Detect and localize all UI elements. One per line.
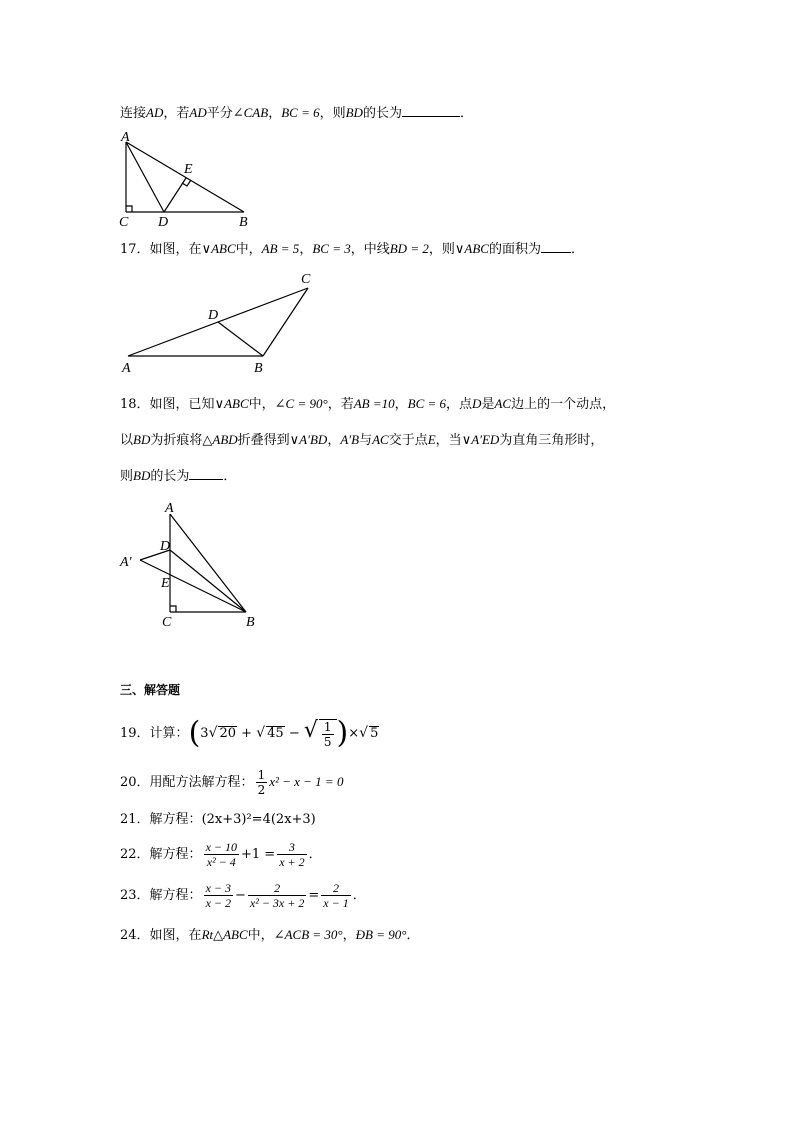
label-d: D — [208, 308, 219, 323]
label-a: A — [165, 501, 174, 516]
section-heading: 三、解答题 — [120, 683, 181, 697]
answer-blank[interactable] — [402, 104, 460, 117]
label-a: A — [121, 130, 130, 145]
q18-line-2: 以BD为折痕将△ABD折叠得到∨A′BD，A′B与AC交于点E，当∨A′ED为直角三角形时， — [120, 432, 604, 448]
label-b: B — [239, 215, 248, 230]
label-e: E — [161, 576, 170, 591]
q19-text: 19．计算：(3√ 20 + √ 45 − √ $\frac{1}{5}$ )×√ 5 — [120, 715, 379, 751]
answer-blank[interactable] — [189, 467, 223, 480]
label-c: C — [301, 272, 311, 287]
q21-text: 21．解方程：(2x+3)²=4(2x+3) — [120, 812, 316, 827]
label-c: C — [119, 215, 129, 230]
label-a-prime: A′ — [120, 555, 132, 570]
label-a: A — [122, 361, 131, 376]
q22-text: 22．解方程： $\frac{x - 10}{\text{x² − 4}}$ +1 = $\frac{3}{x + 2}$ ． — [120, 840, 322, 869]
q16-figure — [112, 128, 262, 230]
label-d: D — [160, 539, 171, 554]
label-e: E — [184, 162, 193, 177]
q24-text: 24．如图，在Rt△ABC中，∠ACB = 30°，ÐB = 90°． — [120, 927, 420, 943]
q20-text: 20．用配方法解方程： $\frac{1}{2}$ x² − x − 1 = 0 — [120, 768, 344, 797]
q18-line-3: 则BD的长为 ． — [120, 468, 237, 484]
answer-blank[interactable] — [541, 240, 571, 253]
q23-text: 23．解方程： $\frac{x - 3}{x - 2}$ − $\frac{2}{\text{x² − 3x + 2}}$ = $\frac{2}{x - 1}$ ． — [120, 881, 366, 910]
label-b: B — [246, 615, 255, 630]
label-d: D — [158, 215, 169, 230]
label-b: B — [254, 361, 263, 376]
q16-text: 连接AD，若AD平分∠CAB，BC = 6，则BD的长为 ． — [120, 105, 473, 121]
q18-figure — [116, 498, 266, 630]
q17-figure — [114, 266, 324, 378]
label-c: C — [162, 615, 172, 630]
q17-text: 17．如图，在∨ABC中，AB = 5，BC = 3，中线BD = 2，则∨ABC的面积为 ． — [120, 241, 584, 257]
q18-line-1: 18．如图，已知∨ABC中，∠C = 90°，若AB =10，BC = 6，点D是AC边上的一个动点， — [120, 396, 616, 412]
